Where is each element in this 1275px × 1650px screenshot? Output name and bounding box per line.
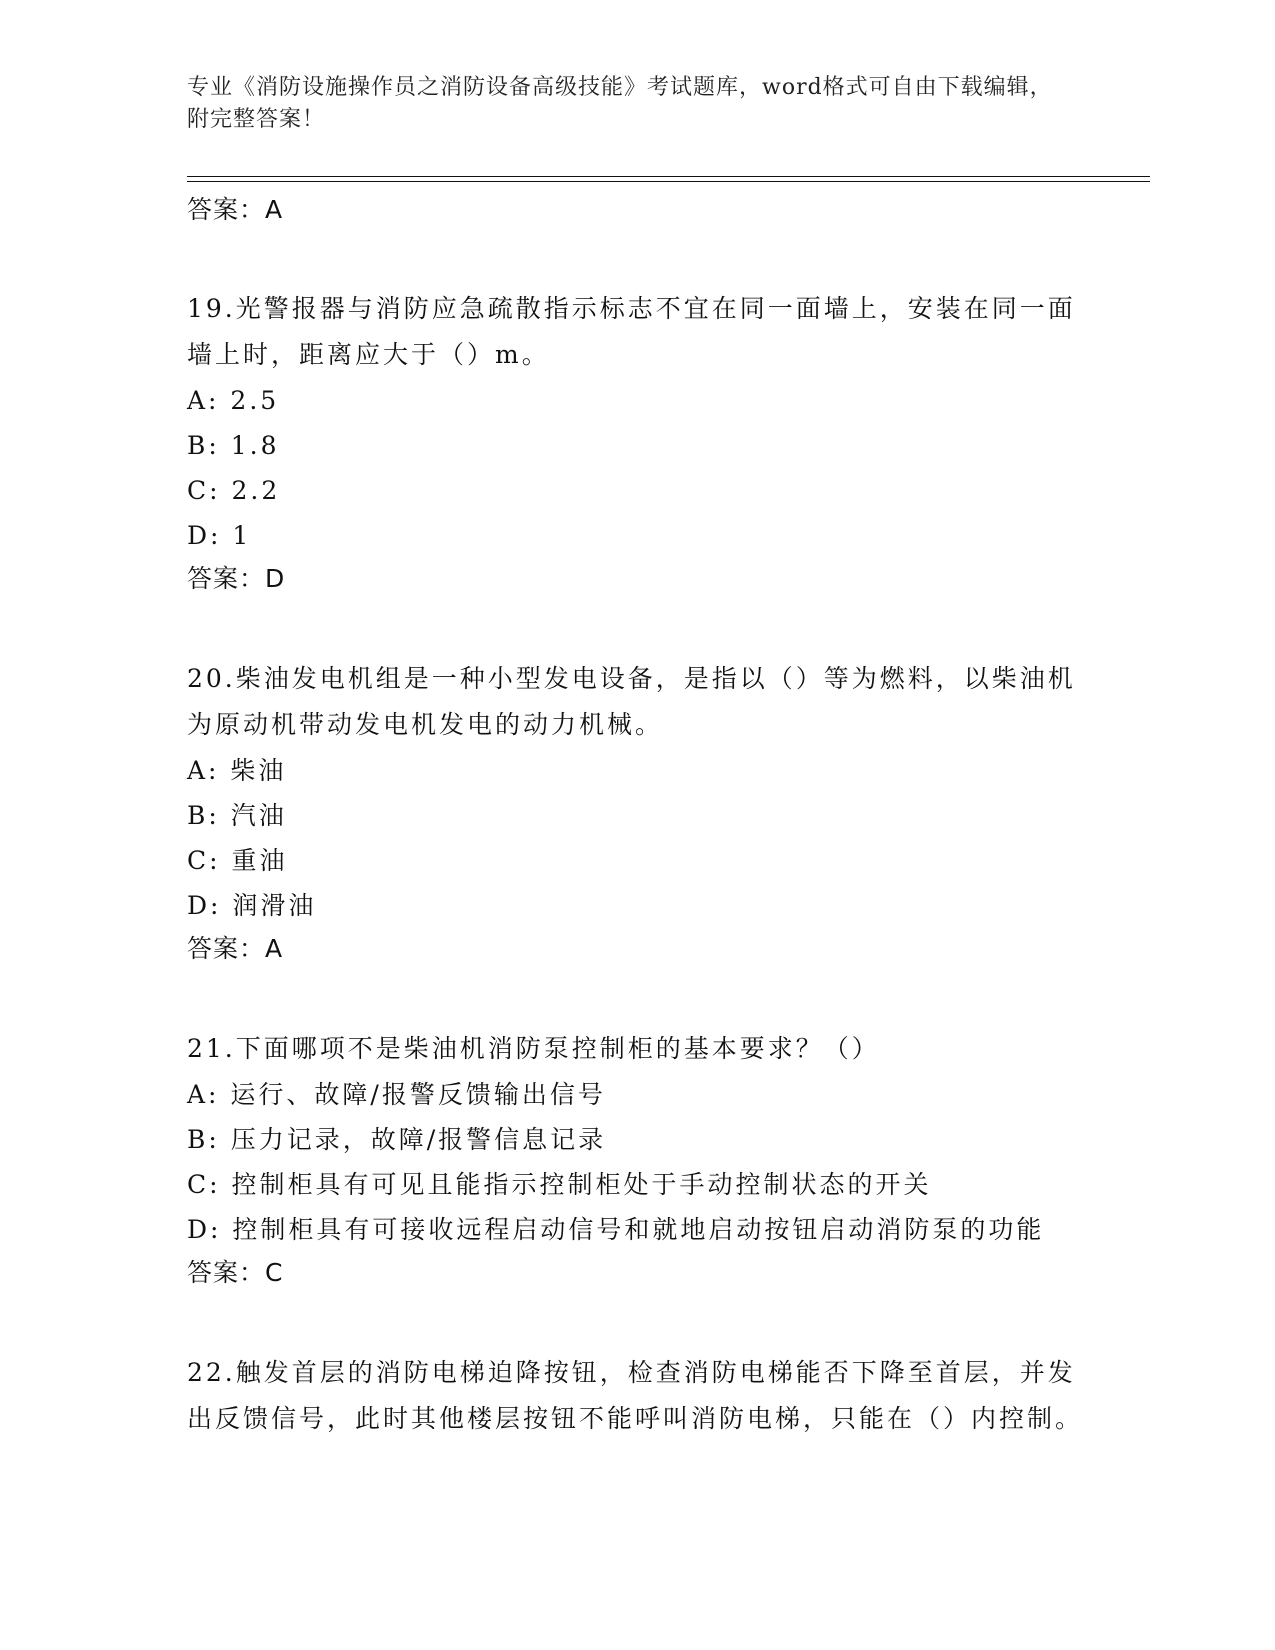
option-b: B: 汽油	[187, 801, 287, 830]
question-20	[187, 656, 1087, 970]
option-c: C: 控制柜具有可见且能指示控制柜处于手动控制状态的开关	[187, 1170, 932, 1199]
option-c: C: 重油	[187, 846, 288, 875]
question-stem: 21.下面哪项不是柴油机消防泵控制柜的基本要求？（）	[187, 1034, 880, 1063]
option-b: B: 1.8	[187, 431, 280, 460]
question-21	[187, 1026, 1087, 1294]
option-b: B: 压力记录，故障/报警信息记录	[187, 1125, 607, 1154]
question-list	[187, 190, 1087, 1498]
answer-line: 答案：D	[187, 564, 286, 593]
option-d: D: 控制柜具有可接收远程启动信号和就地启动按钮启动消防泵的功能	[187, 1215, 1045, 1244]
answer-line: 答案：A	[187, 195, 284, 224]
option-c: C: 2.2	[187, 476, 281, 505]
option-a: A: 柴油	[187, 756, 287, 785]
document-header: 专业《消防设施操作员之消防设备高级技能》考试题库，word格式可自由下载编辑，附完整答案！	[187, 75, 1053, 132]
question-stem: 20.柴油发电机组是一种小型发电设备，是指以（）等为燃料，以柴油机为原动机带动发电机发电的动力机械。	[187, 664, 1076, 739]
header-rule-top	[187, 176, 1150, 177]
question-22	[187, 1350, 1087, 1442]
option-a: A: 运行、故障/报警反馈输出信号	[187, 1080, 606, 1109]
option-a: A: 2.5	[187, 386, 280, 415]
option-d: D: 润滑油	[187, 891, 317, 920]
question-stem: 19.光警报器与消防应急疏散指示标志不宜在同一面墙上，安装在同一面墙上时，距离应大于（）m。	[187, 294, 1076, 369]
option-d: D: 1	[187, 521, 252, 550]
answer-line: 答案：C	[187, 1258, 284, 1287]
question-19	[187, 286, 1087, 600]
header-rule-bottom	[187, 181, 1150, 182]
question-stem: 22.触发首层的消防电梯迫降按钮，检查消防电梯能否下降至首层，并发出反馈信号，此时其他楼层按钮不能呼叫消防电梯，只能在（）内控制。	[187, 1358, 1084, 1433]
answer-line: 答案：A	[187, 934, 284, 963]
